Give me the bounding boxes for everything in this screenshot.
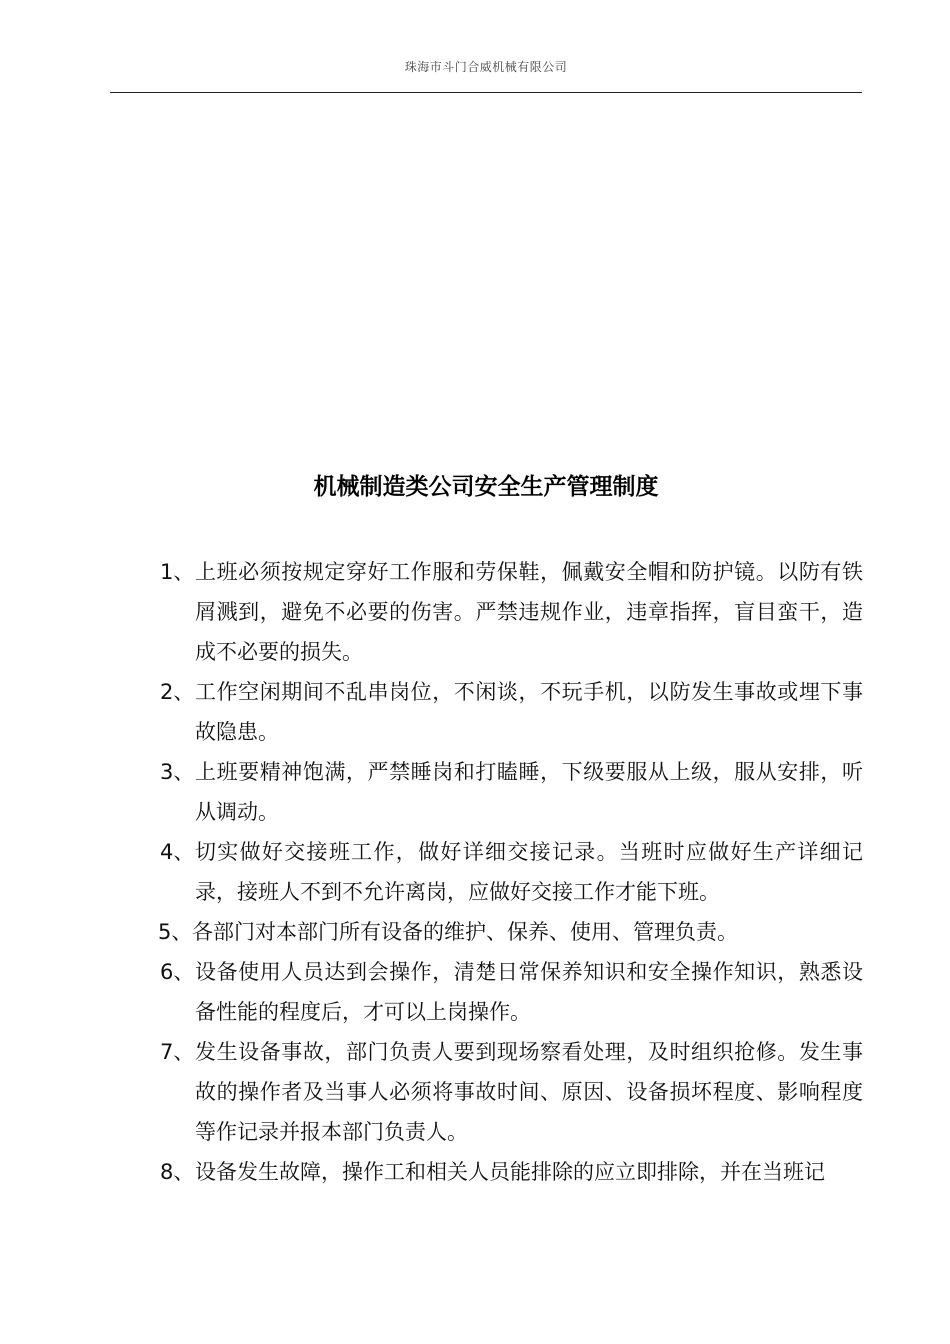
header-divider bbox=[110, 92, 862, 93]
rule-item bbox=[0, 1032, 950, 1152]
rule-text: 工作空闲期间不乱串岗位，不闲谈，不玩手机，以防发生事故或埋下事故隐患。 bbox=[195, 680, 863, 744]
rule-item bbox=[0, 832, 950, 912]
rule-text: 上班要精神饱满，严禁睡岗和打瞌睡，下级要服从上级，服从安排，听从调动。 bbox=[195, 760, 863, 824]
rule-item bbox=[0, 952, 950, 1032]
rule-item bbox=[0, 672, 950, 752]
rule-number: 2、 bbox=[160, 680, 195, 704]
company-name: 珠海市斗门合威机械有限公司 bbox=[404, 60, 568, 74]
rule-number: 5、 bbox=[158, 920, 193, 944]
rule-number: 1、 bbox=[160, 560, 195, 584]
rule-text: 各部门对本部门所有设备的维护、保养、使用、管理负责。 bbox=[192, 920, 738, 944]
rules-list bbox=[0, 552, 950, 1192]
rule-item bbox=[0, 552, 950, 672]
rule-text: 切实做好交接班工作，做好详细交接记录。当班时应做好生产详细记录，接班人不到不允许离岗，应做好交接工作才能下班。 bbox=[195, 840, 863, 904]
document-title: 机械制造类公司安全生产管理制度 bbox=[313, 474, 659, 500]
rule-text: 设备使用人员达到会操作，清楚日常保养知识和安全操作知识，熟悉设备性能的程度后，才可以上岗操作。 bbox=[195, 960, 863, 1024]
rule-text: 设备发生故障，操作工和相关人员能排除的应立即排除，并在当班记 bbox=[195, 1160, 825, 1184]
rule-text: 上班必须按规定穿好工作服和劳保鞋，佩戴安全帽和防护镜。以防有铁屑溅到，避免不必要的伤害。严禁违规作业，违章指挥，盲目蛮干，造成不必要的损失。 bbox=[195, 560, 863, 664]
rule-number: 4、 bbox=[160, 840, 195, 864]
rule-item bbox=[0, 912, 950, 952]
rule-number: 7、 bbox=[160, 1040, 195, 1064]
rule-number: 3、 bbox=[160, 760, 195, 784]
page-header bbox=[110, 0, 862, 95]
rule-number: 8、 bbox=[160, 1160, 195, 1184]
rule-text: 发生设备事故，部门负责人要到现场察看处理，及时组织抢修。发生事故的操作者及当事人必须将事故时间、原因、设备损坏程度、影响程度等作记录并报本部门负责人。 bbox=[195, 1040, 863, 1144]
rule-item bbox=[0, 1152, 950, 1192]
rule-item bbox=[0, 752, 950, 832]
rule-number: 6、 bbox=[160, 960, 195, 984]
